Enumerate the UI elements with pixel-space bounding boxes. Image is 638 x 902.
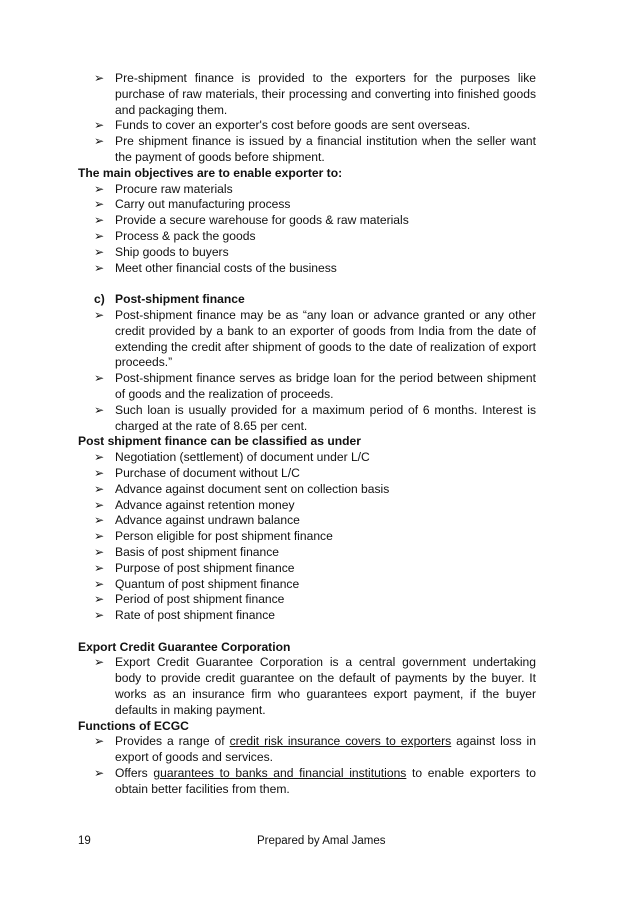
arrow-bullet-icon: ➢ xyxy=(94,497,105,512)
arrow-bullet-icon: ➢ xyxy=(94,307,105,322)
arrow-bullet-icon: ➢ xyxy=(94,213,105,228)
list-item: ➢ Purchase of document without L/C xyxy=(94,465,300,480)
arrow-bullet-icon: ➢ xyxy=(94,529,105,544)
arrow-bullet-icon: ➢ xyxy=(94,734,105,749)
list-item: ➢ Period of post shipment finance xyxy=(94,592,285,607)
arrow-bullet-icon: ➢ xyxy=(94,465,105,480)
arrow-bullet-icon: ➢ xyxy=(94,197,105,212)
list-item: ➢ Procure raw materials xyxy=(94,181,233,196)
page-content xyxy=(78,71,536,798)
arrow-bullet-icon: ➢ xyxy=(94,592,105,607)
objectives-heading: The main objectives are to enable exporter to: xyxy=(78,165,343,180)
list-item: ➢ Export Credit Guarantee Corporation is a central government undertaking body to provide credit guarantee on the default of payments by the buyer. It works as an insurance firm who guarantees export payment, if the buyer defaults in making payment. xyxy=(94,655,536,717)
arrow-bullet-icon: ➢ xyxy=(94,513,105,528)
list-item: ➢ Pre-shipment finance is provided to the exporters for the purposes like purchase of raw materials, their processing and converting into finished goods and packaging them. xyxy=(94,71,536,117)
arrow-bullet-icon: ➢ xyxy=(94,608,105,623)
underlined-phrase: guarantees to banks and financial institutions xyxy=(153,766,407,781)
arrow-bullet-icon: ➢ xyxy=(94,228,105,243)
arrow-bullet-icon: ➢ xyxy=(94,481,105,496)
arrow-bullet-icon: ➢ xyxy=(94,655,105,670)
ecgc-heading: Export Credit Guarantee Corporation xyxy=(78,639,291,654)
list-item: ➢ Rate of post shipment finance xyxy=(94,608,276,623)
list-item: ➢ Purpose of post shipment finance xyxy=(94,560,295,575)
list-item: ➢ Pre shipment finance is issued by a financial institution when the seller want the payment of goods before shipment. xyxy=(94,134,536,164)
classification-heading: Post shipment finance can be classified as under xyxy=(78,434,361,449)
list-item: ➢ Negotiation (settlement) of document under L/C xyxy=(94,450,370,465)
section-title: Post-shipment finance xyxy=(115,292,245,307)
list-item: ➢ Post-shipment finance serves as bridge loan for the period between shipment of goods and the realization of proceeds. xyxy=(94,371,536,401)
spacer xyxy=(78,276,536,292)
arrow-bullet-icon: ➢ xyxy=(94,450,105,465)
post-shipment-heading xyxy=(78,292,536,308)
list-item: ➢ Meet other financial costs of the business xyxy=(94,260,337,275)
section-label: c) xyxy=(94,292,105,307)
functions-heading: Functions of ECGC xyxy=(78,718,189,733)
list-item: ➢ Funds to cover an exporter's cost before goods are sent overseas. xyxy=(94,118,471,133)
underlined-phrase: credit risk insurance covers to exporters xyxy=(229,734,452,749)
list-item: ➢ Basis of post shipment finance xyxy=(94,544,280,559)
arrow-bullet-icon: ➢ xyxy=(94,576,105,591)
arrow-bullet-icon: ➢ xyxy=(94,402,105,417)
list-item: ➢ Provides a range of credit risk insurance covers to exporters against loss in export of goods and services. xyxy=(94,734,536,765)
arrow-bullet-icon: ➢ xyxy=(94,544,105,559)
arrow-bullet-icon: ➢ xyxy=(94,766,105,781)
arrow-bullet-icon: ➢ xyxy=(94,260,105,275)
page-number: 19 xyxy=(78,835,91,847)
arrow-bullet-icon: ➢ xyxy=(94,371,105,386)
list-item: ➢ Person eligible for post shipment finance xyxy=(94,529,333,544)
list-item: ➢ Offers guarantees to banks and financial institutions to enable exporters to obtain better facilities from them. xyxy=(94,766,536,796)
list-item: ➢ Post-shipment finance may be as “any loan or advance granted or any other credit provided by a bank to an exporter of goods from India from the date of extending the credit after shipment of goods to the date of realization of export proceeds.” xyxy=(94,307,536,370)
arrow-bullet-icon: ➢ xyxy=(94,134,105,149)
list-item: ➢ Advance against undrawn balance xyxy=(94,513,300,528)
arrow-bullet-icon: ➢ xyxy=(94,244,105,259)
list-item: ➢ Such loan is usually provided for a maximum period of 6 months. Interest is charged at the rate of 8.65 per cent. xyxy=(94,402,536,433)
prepared-by: Prepared by Amal James xyxy=(257,835,386,847)
list-item: ➢ Ship goods to buyers xyxy=(94,244,229,259)
spacer xyxy=(78,624,536,640)
list-item: ➢ Carry out manufacturing process xyxy=(94,197,291,212)
arrow-bullet-icon: ➢ xyxy=(94,118,105,133)
list-item: ➢ Provide a secure warehouse for goods & raw materials xyxy=(94,213,409,228)
arrow-bullet-icon: ➢ xyxy=(94,560,105,575)
arrow-bullet-icon: ➢ xyxy=(94,71,105,85)
list-item: ➢ Advance against retention money xyxy=(94,497,295,512)
list-item: ➢ Process & pack the goods xyxy=(94,228,256,243)
list-item: ➢ Advance against document sent on collection basis xyxy=(94,481,390,496)
arrow-bullet-icon: ➢ xyxy=(94,181,105,196)
list-item: ➢ Quantum of post shipment finance xyxy=(94,576,300,591)
